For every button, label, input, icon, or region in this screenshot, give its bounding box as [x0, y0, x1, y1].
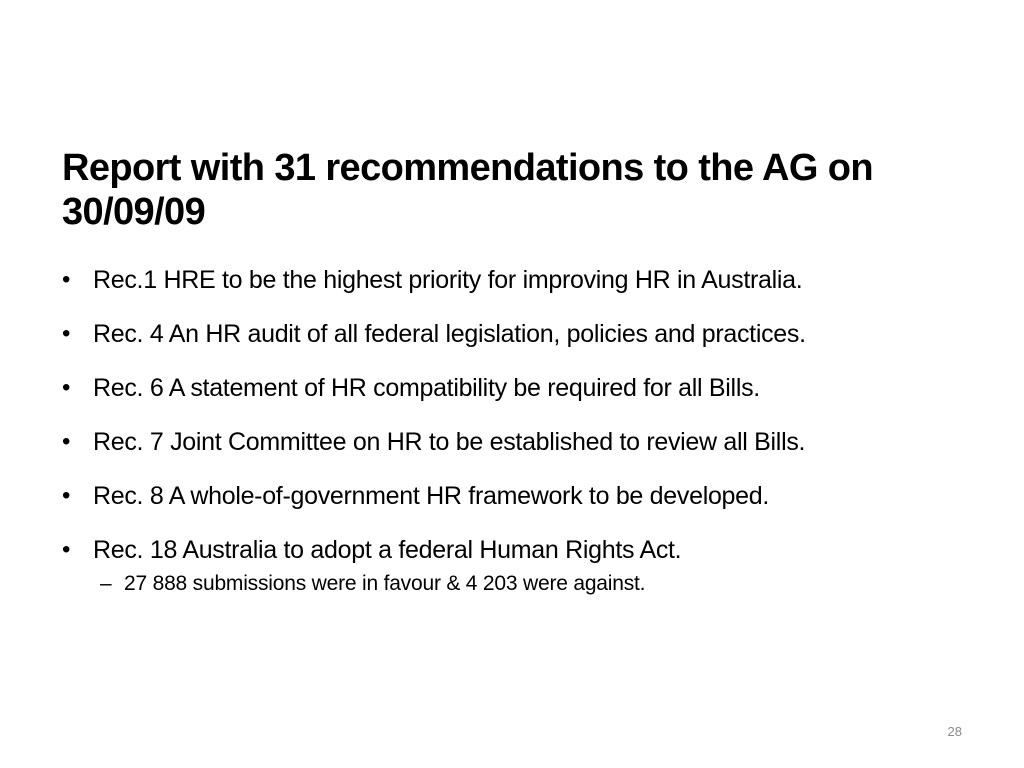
bullet-text: Rec. 4 An HR audit of all federal legislation, policies and practices. [93, 320, 806, 348]
bullet-item [62, 478, 992, 514]
bullet-text: Rec.1 HRE to be the highest priority for improving HR in Australia. [93, 266, 803, 294]
bullet-item [62, 532, 992, 600]
slide-title: Report with 31 recommendations to the AG on 30/09/09 [62, 147, 873, 233]
bullet-dot-icon: • [62, 536, 71, 563]
bullet-item [62, 424, 992, 460]
bullet-text: Rec. 8 A whole-of-government HR framework to be developed. [93, 482, 770, 510]
bullet-dot-icon: • [62, 428, 71, 455]
page-number: 28 [947, 724, 962, 739]
bullet-dot-icon: • [62, 320, 71, 347]
bullet-dot-icon: • [62, 266, 71, 293]
bullet-list [62, 262, 992, 600]
bullet-text: Rec. 18 Australia to adopt a federal Human Rights Act. [93, 536, 682, 564]
bullet-dot-icon: • [62, 374, 71, 401]
bullet-text: Rec. 6 A statement of HR compatibility be required for all Bills. [93, 374, 760, 402]
dash-icon: – [100, 572, 112, 595]
sub-bullet-text: 27 888 submissions were in favour & 4 203 were against. [124, 572, 646, 595]
sub-bullet-item [93, 568, 992, 600]
bullet-item [62, 262, 992, 298]
bullet-item [62, 316, 992, 352]
bullet-text: Rec. 7 Joint Committee on HR to be established to review all Bills. [93, 428, 806, 456]
bullet-dot-icon: • [62, 482, 71, 509]
bullet-item [62, 370, 992, 406]
sub-bullet-list [93, 568, 992, 600]
